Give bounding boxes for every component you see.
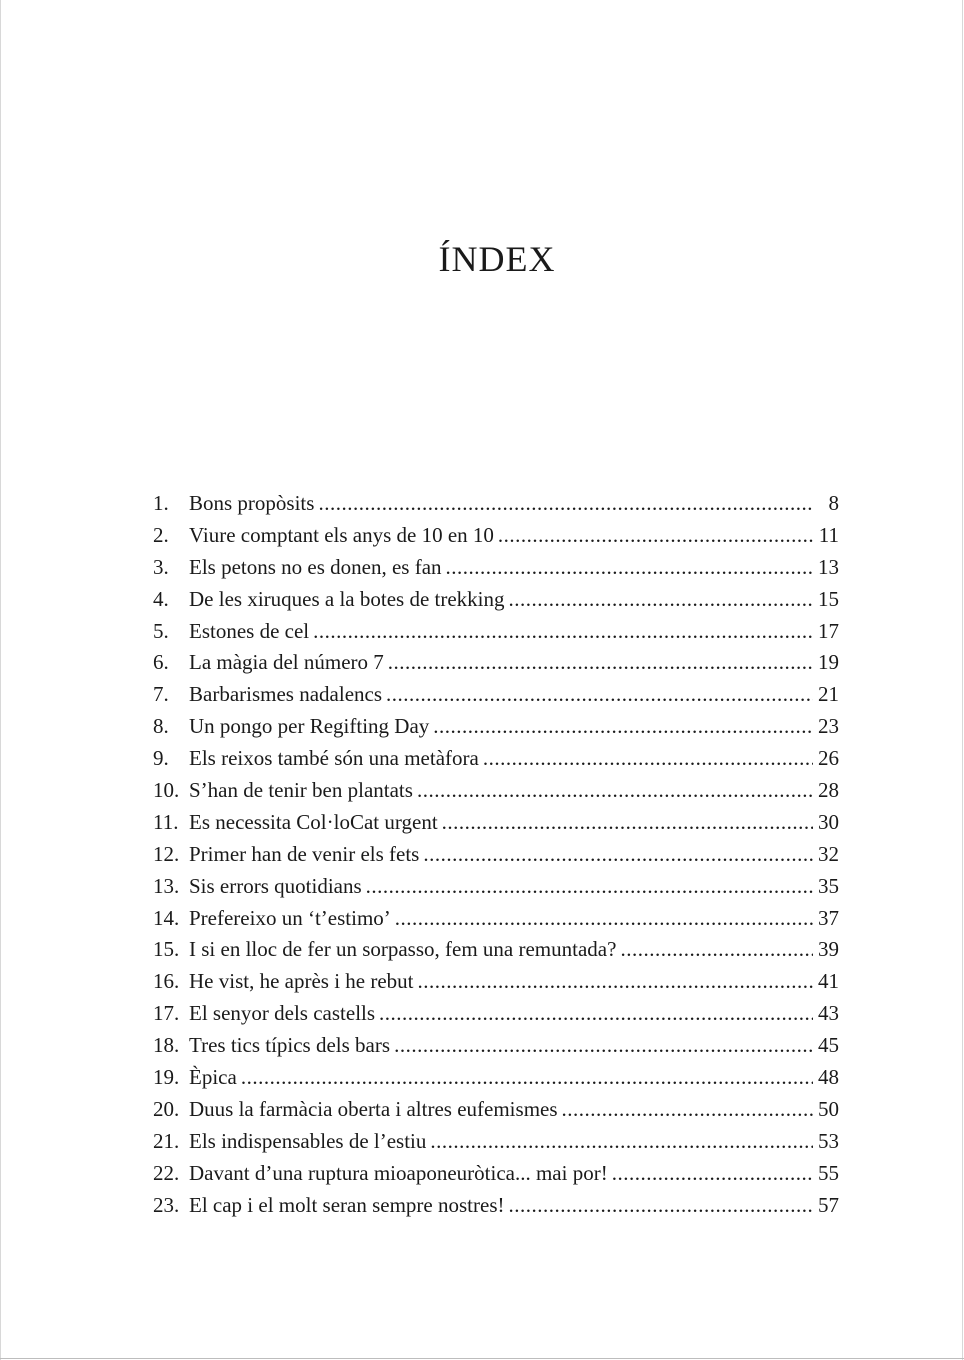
toc-entry-title: Davant d’una ruptura mioaponeuròtica... mai por! (189, 1160, 608, 1185)
toc-entry[interactable] (153, 584, 839, 616)
toc-entry[interactable] (153, 1030, 839, 1062)
toc-entry[interactable] (153, 839, 839, 871)
toc-dot-leader (430, 1126, 813, 1158)
table-of-contents (153, 488, 839, 1221)
toc-entry-page: 37 (818, 905, 839, 930)
toc-dot-leader (498, 520, 813, 552)
toc-entry-page: 19 (818, 650, 839, 675)
page-title: ÍNDEX (438, 239, 556, 279)
toc-entry[interactable] (153, 871, 839, 903)
toc-dot-leader (509, 584, 814, 616)
toc-entry-title: I si en lloc de fer un sorpasso, fem una remuntada? (189, 937, 617, 962)
toc-entry[interactable] (153, 998, 839, 1030)
toc-entry-number: 3. (153, 554, 169, 579)
toc-entry-number: 14. (153, 905, 180, 930)
toc-dot-leader (508, 1190, 813, 1222)
toc-entry[interactable] (153, 1094, 839, 1126)
toc-entry-page: 45 (818, 1033, 839, 1058)
toc-entry-number: 18. (153, 1033, 180, 1058)
toc-dot-leader (483, 743, 813, 775)
toc-entry-page: 11 (818, 522, 839, 547)
toc-entry-title: Es necessita Col·loCat urgent (189, 809, 438, 834)
toc-entry-page: 53 (818, 1128, 839, 1153)
toc-entry-title: El cap i el molt seran sempre nostres! (189, 1192, 505, 1217)
toc-entry-page: 43 (818, 1001, 839, 1026)
toc-entry-title: Els reixos també són una metàfora (189, 746, 479, 771)
toc-dot-leader (386, 679, 813, 711)
toc-entry-title: Primer han de venir els fets (189, 841, 420, 866)
toc-dot-leader (417, 775, 813, 807)
toc-entry-number: 23. (153, 1192, 180, 1217)
toc-dot-leader (433, 711, 813, 743)
toc-dot-leader (442, 807, 813, 839)
page-edge-right (962, 0, 963, 1360)
toc-entry-page: 48 (818, 1065, 839, 1090)
toc-entry-page: 57 (818, 1192, 839, 1217)
toc-dot-leader (612, 1158, 813, 1190)
toc-entry-number: 19. (153, 1065, 180, 1090)
page-edge-left (0, 0, 1, 1360)
toc-entry-title: Èpica (189, 1065, 237, 1090)
toc-entry-number: 15. (153, 937, 180, 962)
toc-dot-leader (418, 966, 813, 998)
toc-entry[interactable] (153, 552, 839, 584)
toc-entry-page: 13 (818, 554, 839, 579)
toc-entry[interactable] (153, 807, 839, 839)
toc-entry[interactable] (153, 520, 839, 552)
toc-entry-number: 5. (153, 618, 169, 643)
toc-entry-number: 8. (153, 714, 169, 739)
toc-entry-number: 16. (153, 969, 180, 994)
toc-dot-leader (423, 839, 813, 871)
toc-entry[interactable] (153, 903, 839, 935)
toc-entry[interactable] (153, 616, 839, 648)
toc-entry-title: Barbarismes nadalencs (189, 682, 383, 707)
toc-entry[interactable] (153, 679, 839, 711)
toc-entry-title: La màgia del número 7 (189, 650, 384, 675)
toc-entry[interactable] (153, 488, 839, 520)
toc-entry-page: 35 (818, 873, 839, 898)
toc-dot-leader (379, 998, 813, 1030)
toc-entry-number: 13. (153, 873, 180, 898)
toc-entry[interactable] (153, 1190, 839, 1222)
toc-entry-page: 41 (818, 969, 839, 994)
toc-entry-title: Tres tics típics dels bars (189, 1033, 391, 1058)
toc-entry-title: Estones de cel (189, 618, 310, 643)
toc-dot-leader (313, 616, 813, 648)
toc-entry[interactable] (153, 1158, 839, 1190)
toc-entry[interactable] (153, 1126, 839, 1158)
toc-entry-number: 17. (153, 1001, 180, 1026)
toc-entry-title: Bons propòsits (189, 491, 315, 515)
toc-entry-page: 23 (818, 714, 839, 739)
toc-entry[interactable] (153, 966, 839, 998)
toc-entry-page: 30 (818, 809, 839, 834)
toc-dot-leader (318, 488, 813, 520)
toc-dot-leader (241, 1062, 813, 1094)
toc-dot-leader (620, 934, 813, 966)
toc-entry[interactable] (153, 711, 839, 743)
toc-entry-number: 2. (153, 522, 169, 547)
toc-entry[interactable] (153, 934, 839, 966)
toc-entry[interactable] (153, 647, 839, 679)
toc-dot-leader (395, 903, 813, 935)
toc-entry-title: Els indispensables de l’estiu (189, 1128, 427, 1153)
toc-entry-number: 21. (153, 1128, 180, 1153)
toc-entry-page: 28 (818, 778, 839, 803)
toc-dot-leader (388, 647, 813, 679)
toc-entry-number: 6. (153, 650, 169, 675)
toc-entry-title: Duus la farmàcia oberta i altres eufemismes (189, 1096, 558, 1121)
toc-entry[interactable] (153, 1062, 839, 1094)
toc-entry-title: Viure comptant els anys de 10 en 10 (189, 522, 494, 547)
toc-dot-leader (562, 1094, 813, 1126)
toc-entry-page: 55 (818, 1160, 839, 1185)
toc-entry-number: 12. (153, 841, 180, 866)
toc-entry[interactable] (153, 743, 839, 775)
toc-entry-number: 9. (153, 746, 169, 771)
toc-entry-title: Prefereixo un ‘t’estimo’ (189, 905, 391, 930)
toc-entry-title: Un pongo per Regifting Day (189, 714, 430, 739)
toc-entry-number: 7. (153, 682, 169, 707)
page-edge-bottom (0, 1358, 964, 1359)
toc-dot-leader (366, 871, 813, 903)
toc-entry-page: 50 (818, 1096, 839, 1121)
toc-entry-number: 4. (153, 586, 169, 611)
toc-entry-number: 20. (153, 1096, 180, 1121)
toc-entry-title: He vist, he après i he rebut (189, 969, 414, 994)
toc-entry-page: 26 (818, 746, 839, 771)
toc-entry-title: De les xiruques a la botes de trekking (189, 586, 505, 611)
toc-entry-page: 39 (818, 937, 839, 962)
toc-entry[interactable] (153, 775, 839, 807)
toc-entry-page: 21 (818, 682, 839, 707)
toc-entry-page: 32 (818, 841, 839, 866)
toc-entry-number: 10. (153, 778, 180, 803)
toc-entry-number: 22. (153, 1160, 180, 1185)
toc-entry-page: 8 (828, 491, 839, 515)
toc-entry-number: 11. (153, 809, 179, 834)
toc-entry-title: Els petons no es donen, es fan (189, 554, 442, 579)
toc-entry-page: 15 (818, 586, 839, 611)
toc-dot-leader (394, 1030, 813, 1062)
toc-dot-leader (446, 552, 813, 584)
toc-entry-title: El senyor dels castells (189, 1001, 376, 1026)
toc-entry-page: 17 (818, 618, 839, 643)
toc-entry-number: 1. (153, 491, 169, 515)
toc-entry-title: S’han de tenir ben plantats (189, 778, 413, 803)
toc-entry-title: Sis errors quotidians (189, 873, 362, 898)
